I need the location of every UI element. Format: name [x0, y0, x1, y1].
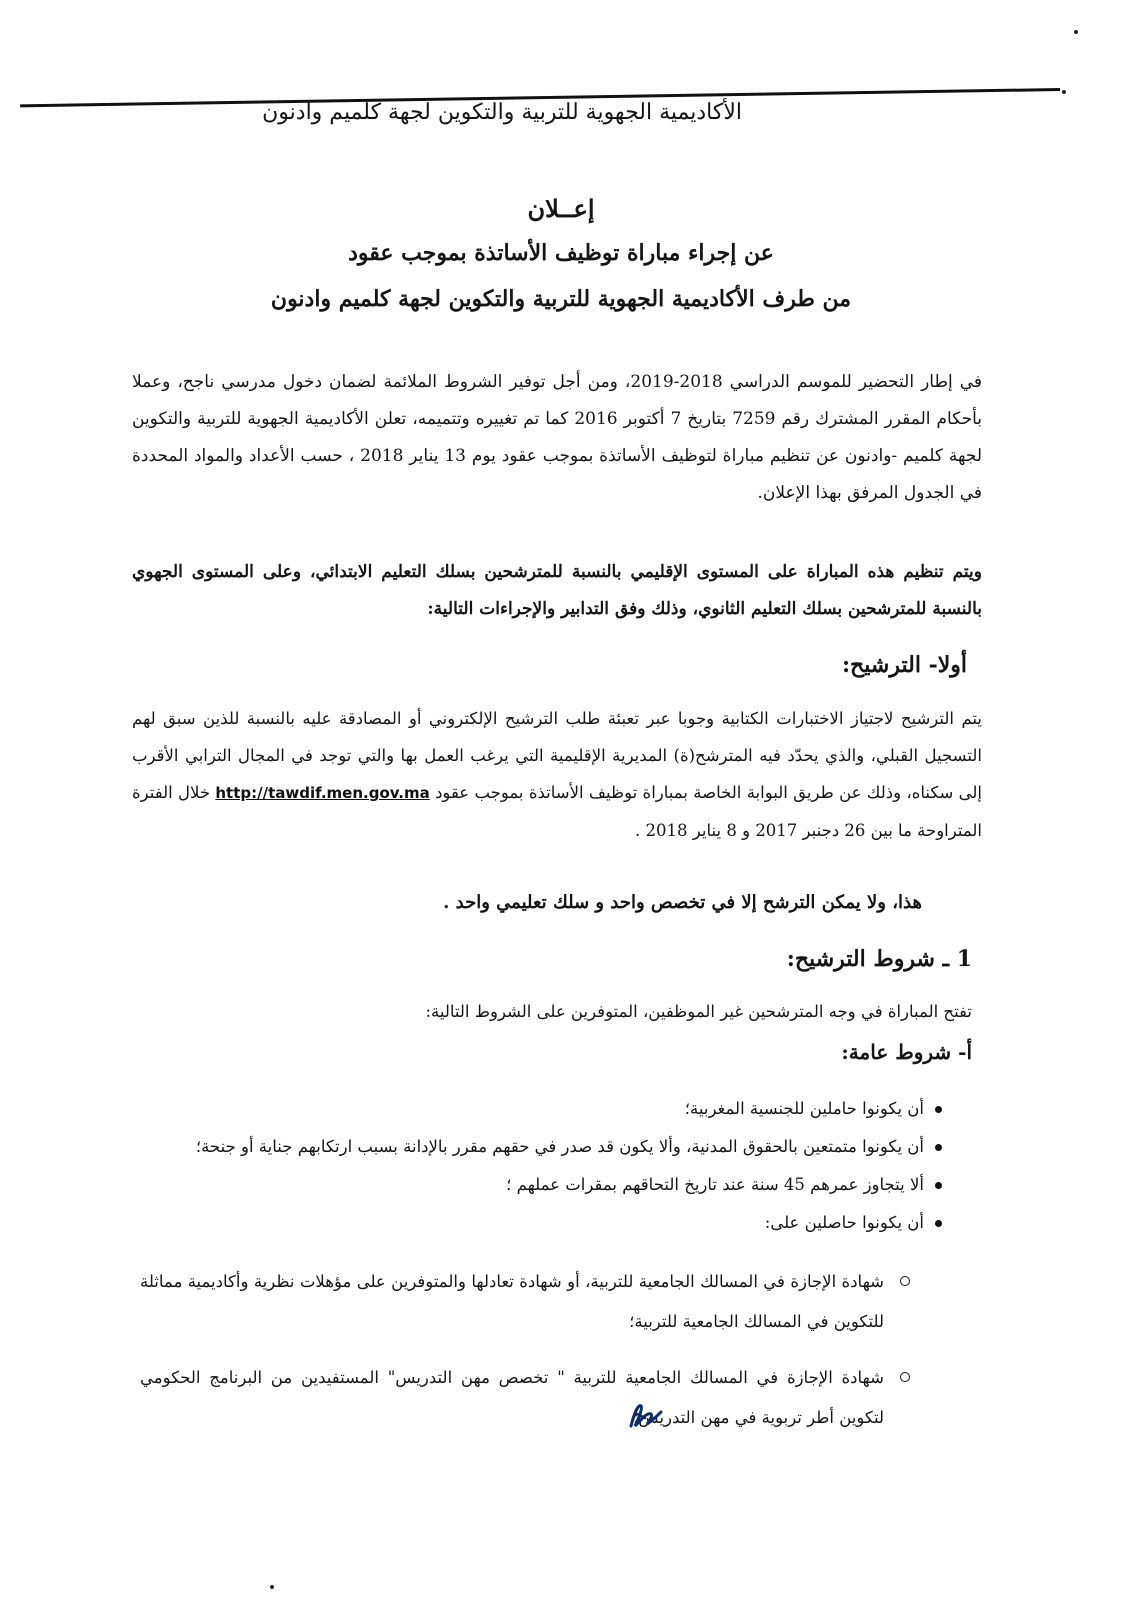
- list-item: أن يكونوا حاصلين على:: [122, 1204, 942, 1242]
- candidacy-text: يتم الترشيح لاجتياز الاختبارات الكتابية وجوبا عبر تعبئة طلب الترشيح الإلكتروني أو المصادقة عليه بالنسبة للذين سبق لهم التسجيل القبلي، والذي يحدّد فيه المترشح(ة) المديرية الإقليمية التي يرغب العمل بها والتي توجد في المجال الترابي الأقرب إلى سكناه، وذلك عن طريق البوابة الخاصة بمباراة توظيف الأساتذة بموجب عقود: [132, 709, 982, 802]
- portal-link[interactable]: http://tawdif.men.gov.ma: [215, 784, 430, 802]
- single-specialty-note: هذا، ولا يمكن الترشح إلا في تخصص واحد و سلك تعليمي واحد .: [443, 892, 922, 913]
- conditions-intro: تفتح المباراة في وجه المترشحين غير الموظفين، المتوفرين على الشروط التالية:: [425, 1002, 972, 1021]
- candidacy-heading: أولا- الترشيح:: [841, 652, 967, 678]
- academy-header: الأكاديمية الجهوية للتربية والتكوين لجهة كلميم وادنون: [262, 100, 742, 125]
- announcement-issuer: من طرف الأكاديمية الجهوية للتربية والتكوين لجهة كلميم وادنون: [270, 286, 852, 312]
- candidacy-period: خلال الفترة المتراوحة ما بين 26 دجنبر 2017 و 8 يناير 2018 .: [132, 783, 982, 840]
- signature-initials: [625, 1400, 665, 1430]
- organization-paragraph: ويتم تنظيم هذه المباراة على المستوى الإقليمي بالنسبة للمترشحين بسلك التعليم الابتدائي، وعلى المستوى الجهوي بالنسبة للمترشحين بسلك التعليم الثانوي، وذلك وفق التدابير والإجراءات التالية:: [132, 562, 982, 619]
- list-item: شهادة الإجازة في المسالك الجامعية للتربية، أو شهادة تعادلها والمتوفرين على مؤهلات نظرية وأكاديمية مماثلة للتكوين في المسالك الجامعية للتربية؛: [140, 1262, 910, 1342]
- list-item: أن يكونوا حاملين للجنسية المغربية؛: [122, 1090, 942, 1128]
- intro-paragraph: في إطار التحضير للموسم الدراسي 2018-2019، ومن أجل توفير الشروط الملائمة لضمان دخول مدرسي ناجح، وعملا بأحكام المقرر المشترك رقم 7259 بتاريخ 7 أكتوبر 2016 كما تم تغييره وتتميمه، تعلن الأكاديمية الجهوية للتربية والتكوين لجهة كلميم -وادنون عن تنظيم مباراة لتوظيف الأساتذة بموجب عقود يوم 13 يناير 2018 ، حسب الأعداد والمواد المحددة في الجدول المرفق بهذا الإعلان.: [132, 372, 983, 503]
- general-conditions-heading: أ- شروط عامة:: [841, 1040, 972, 1064]
- scan-speck: [1062, 90, 1066, 94]
- candidacy-paragraph: [132, 700, 982, 848]
- diploma-conditions-list: [140, 1262, 910, 1454]
- list-item: أن يكونوا متمتعين بالحقوق المدنية، وألا يكون قد صدر في حقهم مقرر بالإدانة بسبب ارتكابهم جناية أو جنحة؛: [122, 1128, 942, 1166]
- announcement-title: إعــلان: [527, 194, 595, 223]
- conditions-heading: 1 ـ شروط الترشيح:: [786, 946, 972, 972]
- list-item: شهادة الإجازة في المسالك الجامعية للتربية " تخصص مهن التدريس" المستفيدين من البرنامج الحكومي لتكوين أطر تربوية في مهن التدريس؛: [140, 1358, 910, 1438]
- scan-speck: [1074, 30, 1078, 34]
- list-item: ألا يتجاوز عمرهم 45 سنة عند تاريخ التحاقهم بمقرات عملهم ؛: [122, 1166, 942, 1204]
- general-conditions-list: [122, 1090, 942, 1242]
- announcement-subtitle: عن إجراء مباراة توظيف الأساتذة بموجب عقود: [348, 240, 774, 266]
- scan-speck: [270, 1585, 274, 1589]
